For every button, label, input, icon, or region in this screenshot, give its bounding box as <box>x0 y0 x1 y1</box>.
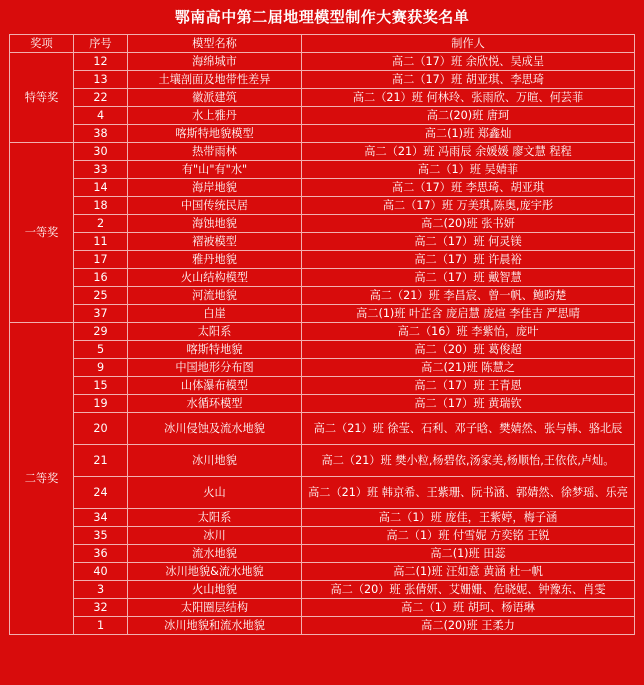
header-model: 模型名称 <box>128 35 302 53</box>
model-name-cell: 水循环模型 <box>128 395 302 413</box>
maker-cell: 高二（21）班 樊小粒,杨碧依,汤家美,杨顺怡,王依依,卢灿。 <box>302 445 635 477</box>
maker-cell: 高二（1）班 胡珂、杨语琳 <box>302 599 635 617</box>
header-no: 序号 <box>74 35 128 53</box>
model-name-cell: 山体瀑布模型 <box>128 377 302 395</box>
table-row <box>10 581 635 599</box>
table-row <box>10 305 635 323</box>
entry-number-cell: 18 <box>74 197 128 215</box>
maker-cell: 高二（1）班 庞佳，王紫婷，梅子涵 <box>302 509 635 527</box>
table-row <box>10 179 635 197</box>
maker-cell: 高二（17）班 李思琦、胡亚琪 <box>302 179 635 197</box>
table-row <box>10 599 635 617</box>
model-name-cell: 雅丹地貌 <box>128 251 302 269</box>
maker-cell: 高二（16）班 李紫怡，庞叶 <box>302 323 635 341</box>
model-name-cell: 土壤剖面及地带性差异 <box>128 71 302 89</box>
maker-cell: 高二(1)班 汪如意 黄涵 杜一帆 <box>302 563 635 581</box>
entry-number-cell: 9 <box>74 359 128 377</box>
table-row <box>10 359 635 377</box>
model-name-cell: 太阳系 <box>128 323 302 341</box>
table-row <box>10 477 635 509</box>
table-row <box>10 395 635 413</box>
entry-number-cell: 34 <box>74 509 128 527</box>
header-award: 奖项 <box>10 35 74 53</box>
maker-cell: 高二（17）班 许晨裕 <box>302 251 635 269</box>
maker-cell: 高二（17）班 余欣悦、吴成呈 <box>302 53 635 71</box>
model-name-cell: 火山 <box>128 477 302 509</box>
model-name-cell: 喀斯特地貌模型 <box>128 125 302 143</box>
table-row <box>10 197 635 215</box>
model-name-cell: 流水地貌 <box>128 545 302 563</box>
entry-number-cell: 38 <box>74 125 128 143</box>
table-row <box>10 323 635 341</box>
maker-cell: 高二（17）班 胡亚琪、李思琦 <box>302 71 635 89</box>
table-row <box>10 251 635 269</box>
model-name-cell: 海岸地貌 <box>128 179 302 197</box>
award-level-cell: 一等奖 <box>10 143 74 323</box>
entry-number-cell: 14 <box>74 179 128 197</box>
table-row <box>10 445 635 477</box>
table-row <box>10 563 635 581</box>
table-row <box>10 161 635 179</box>
model-name-cell: 冰川地貌和流水地貌 <box>128 617 302 635</box>
maker-cell: 高二（21）班 韩京希、王紫珊、阮书涵、郭婧然、徐梦瑶、乐亮 <box>302 477 635 509</box>
model-name-cell: 中国传统民居 <box>128 197 302 215</box>
model-name-cell: 海蚀地貌 <box>128 215 302 233</box>
award-level-cell: 特等奖 <box>10 53 74 143</box>
model-name-cell: 水上雅丹 <box>128 107 302 125</box>
model-name-cell: 冰川地貌&流水地貌 <box>128 563 302 581</box>
entry-number-cell: 22 <box>74 89 128 107</box>
maker-cell: 高二(20)班 王柔力 <box>302 617 635 635</box>
maker-cell: 高二（1）班 付雪妮 方奕铭 王锐 <box>302 527 635 545</box>
entry-number-cell: 16 <box>74 269 128 287</box>
entry-number-cell: 40 <box>74 563 128 581</box>
maker-cell: 高二（17）班 何灵镁 <box>302 233 635 251</box>
model-name-cell: 冰川侵蚀及流水地貌 <box>128 413 302 445</box>
model-name-cell: 热带雨林 <box>128 143 302 161</box>
entry-number-cell: 15 <box>74 377 128 395</box>
maker-cell: 高二（17）班 万美琪,陈奥,庞宇彤 <box>302 197 635 215</box>
table-row <box>10 53 635 71</box>
table-row <box>10 527 635 545</box>
model-name-cell: 白崖 <box>128 305 302 323</box>
entry-number-cell: 32 <box>74 599 128 617</box>
table-row <box>10 125 635 143</box>
maker-cell: 高二(20)班 张书妍 <box>302 215 635 233</box>
entry-number-cell: 36 <box>74 545 128 563</box>
entry-number-cell: 30 <box>74 143 128 161</box>
page-title: 鄂南高中第二届地理模型制作大赛获奖名单 <box>174 8 470 26</box>
maker-cell: 高二（21）班 徐莹、石利、邓子晗、樊婧然、张与韩、骆北辰 <box>302 413 635 445</box>
entry-number-cell: 17 <box>74 251 128 269</box>
model-name-cell: 徽派建筑 <box>128 89 302 107</box>
maker-cell: 高二（17）班 王青恩 <box>302 377 635 395</box>
entry-number-cell: 33 <box>74 161 128 179</box>
entry-number-cell: 12 <box>74 53 128 71</box>
model-name-cell: 喀斯特地貌 <box>128 341 302 359</box>
model-name-cell: 河流地貌 <box>128 287 302 305</box>
table-row <box>10 215 635 233</box>
header-maker: 制作人 <box>302 35 635 53</box>
table-row <box>10 107 635 125</box>
table-row <box>10 233 635 251</box>
entry-number-cell: 37 <box>74 305 128 323</box>
model-name-cell: 太阳圈层结构 <box>128 599 302 617</box>
model-name-cell: 有"山"有"水" <box>128 161 302 179</box>
table-row <box>10 413 635 445</box>
maker-cell: 高二（1）班 吴婧菲 <box>302 161 635 179</box>
table-row <box>10 71 635 89</box>
entry-number-cell: 25 <box>74 287 128 305</box>
entry-number-cell: 4 <box>74 107 128 125</box>
model-name-cell: 海绵城市 <box>128 53 302 71</box>
table-row <box>10 545 635 563</box>
maker-cell: 高二(21)班 陈慧之 <box>302 359 635 377</box>
entry-number-cell: 2 <box>74 215 128 233</box>
model-name-cell: 火山结构模型 <box>128 269 302 287</box>
entry-number-cell: 20 <box>74 413 128 445</box>
maker-cell: 高二（21）班 冯雨辰 余媛媛 廖文慧 程程 <box>302 143 635 161</box>
maker-cell: 高二（21）班 何林玲、张雨欣、万暄、何芸菲 <box>302 89 635 107</box>
entry-number-cell: 29 <box>74 323 128 341</box>
table-row <box>10 143 635 161</box>
maker-cell: 高二(1)班 田蕊 <box>302 545 635 563</box>
entry-number-cell: 24 <box>74 477 128 509</box>
model-name-cell: 火山地貌 <box>128 581 302 599</box>
table-row <box>10 287 635 305</box>
model-name-cell: 冰川 <box>128 527 302 545</box>
maker-cell: 高二(1)班 郑鑫灿 <box>302 125 635 143</box>
table-row <box>10 509 635 527</box>
maker-cell: 高二（17）班 黄瑞钦 <box>302 395 635 413</box>
model-name-cell: 冰川地貌 <box>128 445 302 477</box>
table-row <box>10 269 635 287</box>
maker-cell: 高二（20）班 葛俊超 <box>302 341 635 359</box>
maker-cell: 高二(1)班 叶芷含 庞启慧 庞煊 李佳吉 严思晴 <box>302 305 635 323</box>
entry-number-cell: 35 <box>74 527 128 545</box>
award-table <box>9 34 635 635</box>
entry-number-cell: 1 <box>74 617 128 635</box>
entry-number-cell: 3 <box>74 581 128 599</box>
model-name-cell: 中国地形分布图 <box>128 359 302 377</box>
table-row <box>10 617 635 635</box>
entry-number-cell: 13 <box>74 71 128 89</box>
entry-number-cell: 21 <box>74 445 128 477</box>
award-level-cell: 二等奖 <box>10 323 74 635</box>
entry-number-cell: 19 <box>74 395 128 413</box>
entry-number-cell: 11 <box>74 233 128 251</box>
table-row <box>10 341 635 359</box>
maker-cell: 高二（21）班 李昌宸、曾一帆、鲍昀楚 <box>302 287 635 305</box>
table-row <box>10 89 635 107</box>
maker-cell: 高二（17）班 戴智慧 <box>302 269 635 287</box>
model-name-cell: 褶被模型 <box>128 233 302 251</box>
maker-cell: 高二（20）班 张倩妍、艾姗姗、危晓妮、钟豫东、肖雯 <box>302 581 635 599</box>
entry-number-cell: 5 <box>74 341 128 359</box>
model-name-cell: 太阳系 <box>128 509 302 527</box>
award-table-body <box>10 53 635 635</box>
maker-cell: 高二(20)班 唐珂 <box>302 107 635 125</box>
table-row <box>10 377 635 395</box>
header-row <box>10 35 635 53</box>
